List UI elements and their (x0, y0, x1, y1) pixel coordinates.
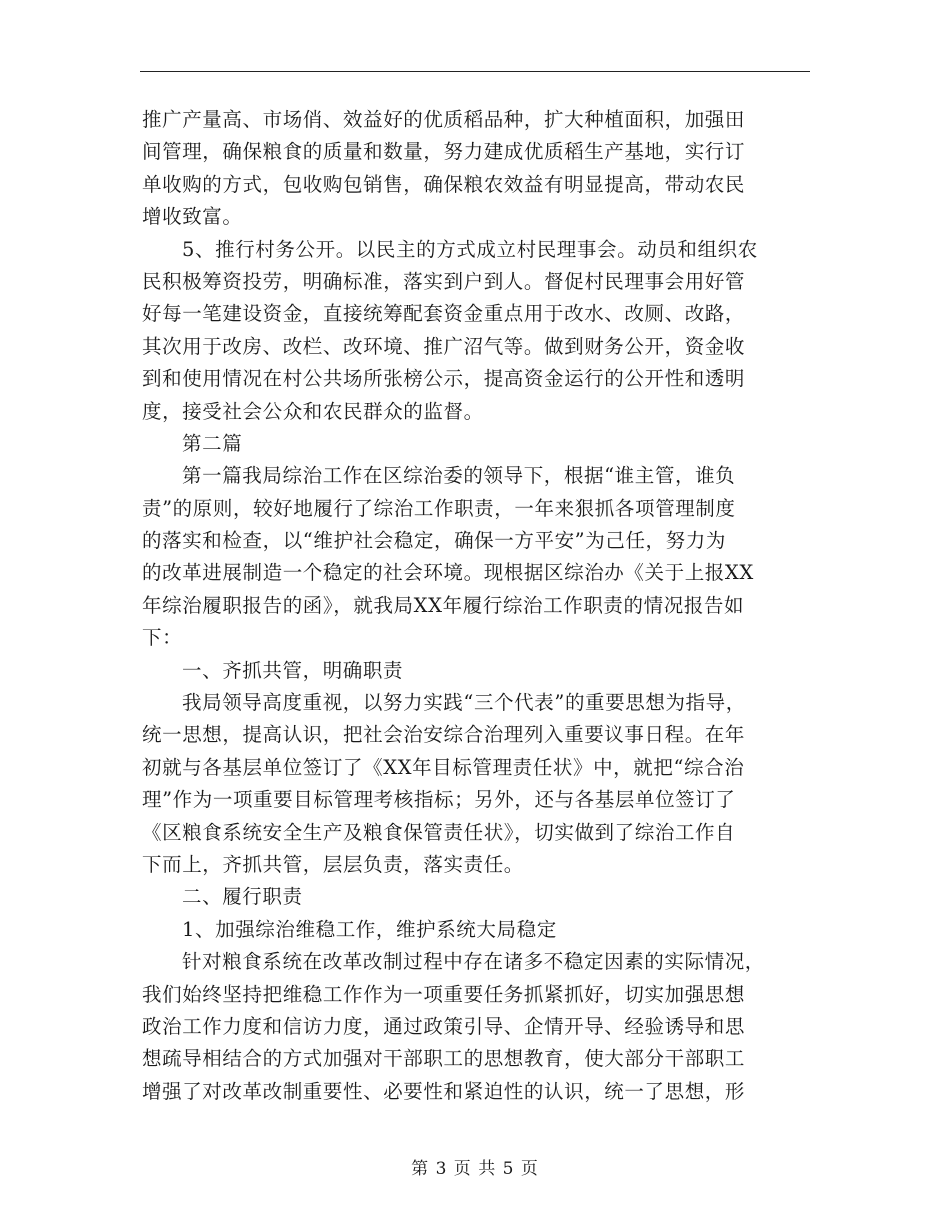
text-line: 间管理，确保粮食的质量和数量，努力建成优质稻生产基地，实行订 (142, 140, 746, 164)
text-line: 第二篇 (182, 431, 243, 455)
text-line: 的改革进展制造一个稳定的社会环境。现根据区综治办《关于上报XX (142, 561, 754, 585)
text-line: 责”的原则，较好地履行了综治工作职责，一年来狠抓各项管理制度 (142, 496, 736, 520)
text-line: 的落实和检查，以“维护社会稳定，确保一方平安”为己任，努力为 (142, 529, 726, 553)
text-line: 民积极筹资投劳，明确标准，落实到户到人。督促村民理事会用好管 (142, 269, 746, 293)
text-line: 好每一笔建设资金，直接统筹配套资金重点用于改水、改厕、改路， (142, 302, 746, 326)
text-line: 度，接受社会公众和农民群众的监督。 (142, 399, 484, 423)
text-line: 初就与各基层单位签订了《XX年目标管理责任状》中，就把“综合治 (142, 755, 745, 779)
text-line: 政治工作力度和信访力度，通过政策引导、企情开导、经验诱导和思 (142, 1014, 746, 1038)
text-line: 1、加强综治维稳工作，维护系统大局稳定 (182, 917, 557, 941)
text-line: 一、齐抓共管，明确职责 (182, 658, 404, 682)
text-line: 下而上，齐抓共管，层层负责，落实责任。 (142, 852, 524, 876)
text-line: 想疏导相结合的方式加强对干部职工的思想教育，使大部分干部职工 (142, 1047, 746, 1071)
text-line: 理”作为一项重要目标管理考核指标；另外，还与各基层单位签订了 (142, 788, 736, 812)
text-line: 下： (142, 626, 183, 650)
document-body (142, 104, 810, 1108)
text-line: 推广产量高、市场俏、效益好的优质稻品种，扩大种植面积，加强田 (142, 108, 746, 131)
text-line: 我局领导高度重视，以努力实践“三个代表”的重要思想为指导， (182, 691, 746, 715)
text-line: 其次用于改房、改栏、改环境、推广沼气等。做到财务公开，资金收 (142, 334, 746, 358)
text-line: 增强了对改革改制重要性、必要性和紧迫性的认识，统一了思想，形 (142, 1079, 746, 1103)
text-line: 单收购的方式，包收购包销售，确保粮农效益有明显提高，带动农民 (142, 172, 746, 196)
text-line: 二、履行职责 (182, 885, 303, 909)
page-footer: 第 3 页 共 5 页 (411, 1159, 539, 1179)
text-line: 统一思想，提高认识，把社会治安综合治理列入重要议事日程。在年 (142, 723, 746, 747)
text-line: 《区粮食系统安全生产及粮食保管责任状》，切实做到了综治工作自 (142, 820, 736, 844)
header-rule (140, 71, 810, 72)
text-line: 我们始终坚持把维稳工作作为一项重要任务抓紧抓好，切实加强思想 (142, 982, 746, 1006)
text-line: 第一篇我局综治工作在区综治委的领导下，根据“谁主管，谁负 (182, 464, 736, 488)
text-line: 5、推行村务公开。以民主的方式成立村民理事会。动员和组织农 (182, 237, 758, 261)
text-line: 针对粮食系统在改革改制过程中存在诸多不稳定因素的实际情况， (182, 950, 765, 974)
text-line: 到和使用情况在村公共场所张榜公示，提高资金运行的公开性和透明 (142, 367, 746, 391)
text-line: 增收致富。 (142, 205, 243, 229)
text-line: 年综治履职报告的函》，就我局XX年履行综治工作职责的情况报告如 (142, 593, 745, 617)
